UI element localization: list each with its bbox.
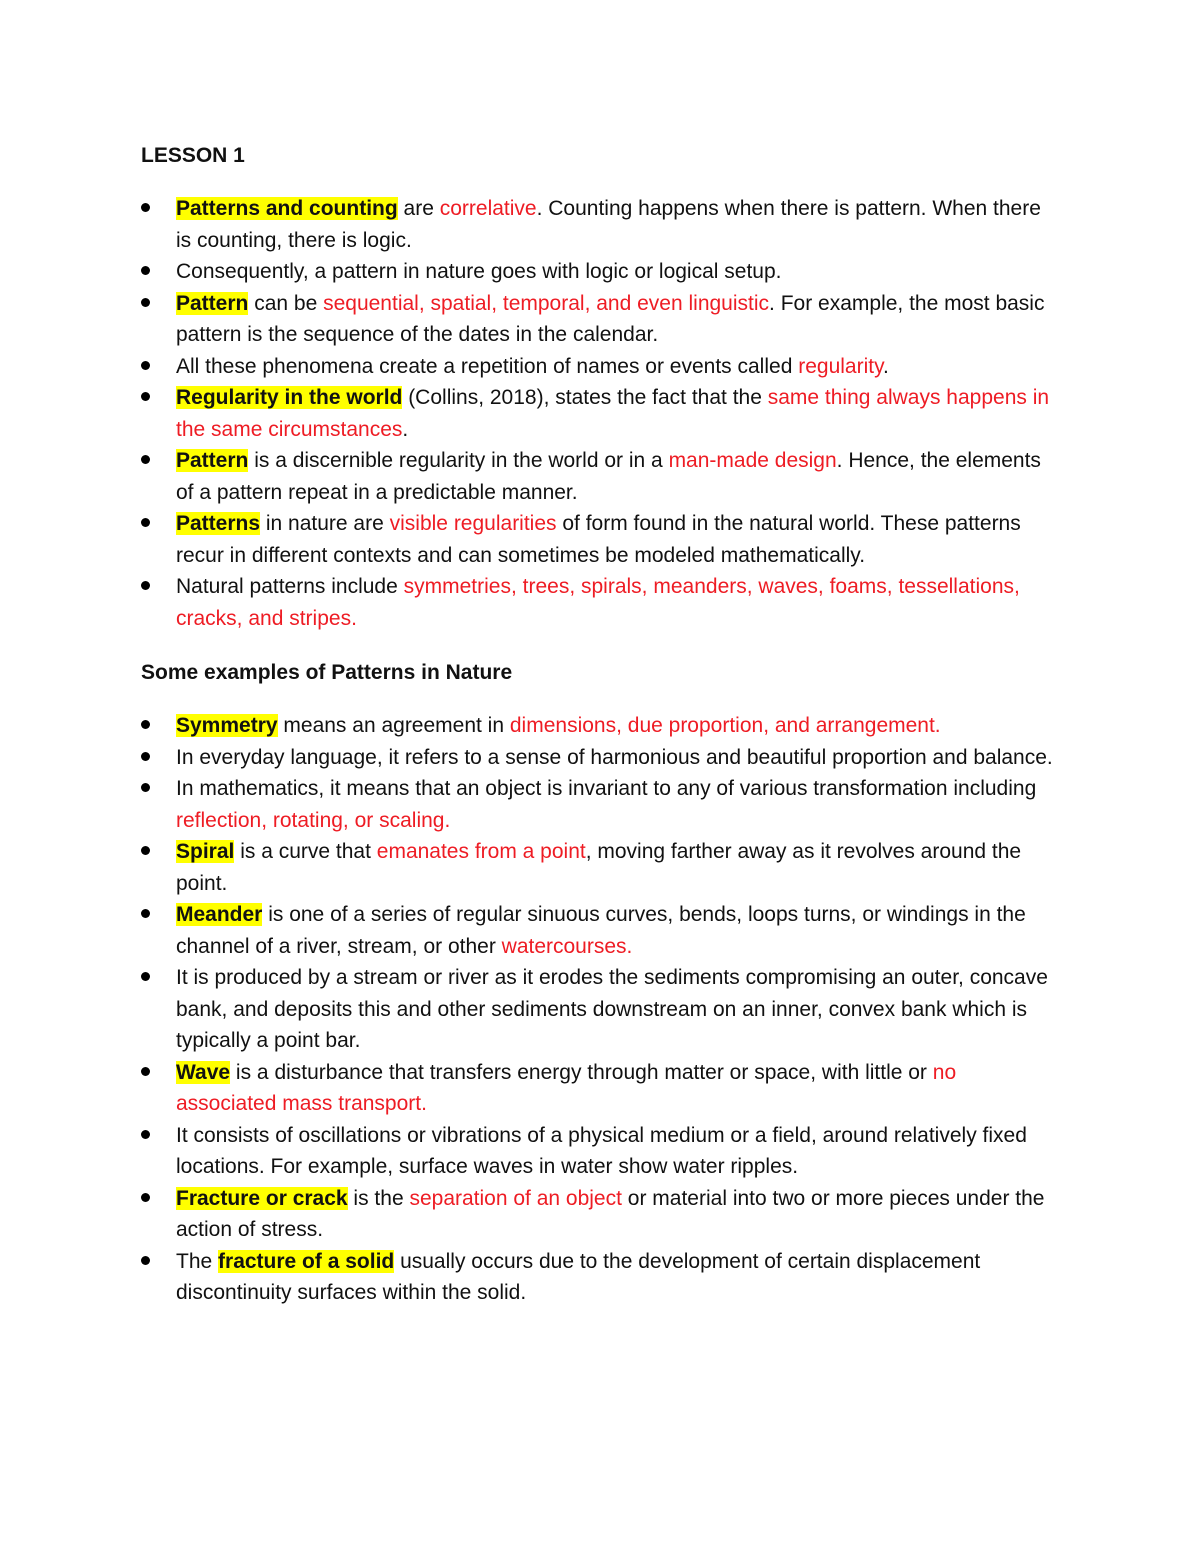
- bullet-item: [141, 773, 1061, 836]
- body-text: is one of a series of regular sinuous curves, bends, loops turns, or windings in the channel of a river, stream, or other: [176, 903, 1026, 958]
- body-text: or material into two or more pieces under the action of stress.: [176, 1186, 1045, 1241]
- body-text: means an agreement in: [277, 714, 510, 737]
- body-text: Consequently, a pattern in nature goes with logic or logical setup.: [176, 260, 782, 283]
- emphasized-text: regularity: [798, 354, 884, 378]
- bullet-dot-icon: [141, 909, 150, 918]
- bullet-item: [141, 508, 1061, 571]
- body-text: is a curve that: [234, 840, 377, 863]
- bullet-item: [141, 1183, 1061, 1246]
- highlighted-term: Pattern: [176, 291, 249, 315]
- body-text: It consists of oscillations or vibrations of a physical medium or a field, around relatively fixed locations. For example, surface waves in water show water ripples.: [176, 1123, 1027, 1178]
- bullet-dot-icon: [141, 783, 150, 792]
- bullet-item: [141, 193, 1061, 256]
- highlighted-term: Meander: [176, 903, 263, 926]
- bullet-item: [141, 1246, 1061, 1309]
- body-text: .: [883, 354, 889, 378]
- emphasized-text: man-made design: [668, 449, 837, 472]
- bullet-dot-icon: [141, 846, 150, 855]
- bullet-item: [141, 351, 1061, 383]
- highlighted-term: fracture of a solid: [218, 1249, 395, 1273]
- bullet-dot-icon: [141, 298, 150, 307]
- emphasized-text: watercourses.: [501, 934, 633, 958]
- bullet-dot-icon: [141, 1130, 150, 1139]
- body-text: is the: [347, 1186, 410, 1210]
- body-text: usually occurs due to the development of certain displacement discontinuity surfaces within the solid.: [176, 1249, 981, 1304]
- bullet-item: [141, 710, 1061, 742]
- emphasized-text: reflection, rotating, or scaling.: [176, 808, 451, 832]
- emphasized-text: symmetries, trees, spirals, meanders, waves, foams, tessellations, cracks, and stripes.: [176, 575, 1020, 630]
- bullet-dot-icon: [141, 581, 150, 590]
- body-text: In everyday language, it refers to a sense of harmonious and beautiful proportion and balance.: [176, 745, 1053, 769]
- body-text: . Counting happens when there is pattern. When there is counting, there is logic.: [176, 197, 1041, 252]
- bullet-dot-icon: [141, 1193, 150, 1202]
- emphasized-text: sequential, spatial, temporal, and even linguistic: [323, 291, 770, 315]
- lesson-bullet-list: [141, 193, 1061, 634]
- bullet-item: [141, 382, 1061, 445]
- highlighted-term: Patterns and counting: [176, 197, 398, 220]
- bullet-item: [141, 962, 1061, 1057]
- body-text: (Collins, 2018), states the fact that the: [402, 386, 768, 409]
- highlighted-term: Regularity in the world: [176, 386, 403, 409]
- highlighted-term: Wave: [176, 1060, 231, 1084]
- emphasized-text: visible regularities: [389, 512, 557, 535]
- bullet-item: [141, 1120, 1061, 1183]
- bullet-dot-icon: [141, 1067, 150, 1076]
- bullet-dot-icon: [141, 266, 150, 275]
- body-text: Natural patterns include: [176, 575, 404, 598]
- emphasized-text: separation of an object: [409, 1186, 622, 1210]
- body-text: In mathematics, it means that an object is invariant to any of various transformation including: [176, 777, 1037, 800]
- bullet-dot-icon: [141, 1256, 150, 1265]
- body-text: of form found in the natural world. These patterns recur in different contexts and can sometimes be modeled mathematically.: [176, 512, 1021, 567]
- bullet-dot-icon: [141, 720, 150, 729]
- emphasized-text: no associated mass transport.: [176, 1060, 957, 1115]
- body-text: is a disturbance that transfers energy through matter or space, with little or: [230, 1060, 933, 1084]
- bullet-item: [141, 836, 1061, 899]
- bullet-item: [141, 288, 1061, 351]
- body-text: It is produced by a stream or river as it erodes the sediments compromising an outer, concave bank, and deposits this and other sediments downstream on an inner, convex bank which is typically a point bar.: [176, 966, 1048, 1052]
- emphasized-text: emanates from a point: [376, 840, 586, 863]
- body-text: All these phenomena create a repetition of names or events called: [176, 354, 799, 378]
- bullet-dot-icon: [141, 203, 150, 212]
- body-text: in nature are: [260, 512, 390, 535]
- bullet-item: [141, 256, 1061, 288]
- emphasized-text: dimensions, due proportion, and arrangement.: [509, 714, 941, 737]
- bullet-item: [141, 571, 1061, 634]
- body-text: .: [402, 417, 409, 441]
- emphasized-text: same thing always happens in the same circumstances: [176, 386, 1050, 441]
- body-text: The: [176, 1249, 219, 1273]
- bullet-dot-icon: [141, 972, 150, 981]
- bullet-dot-icon: [141, 361, 150, 370]
- lesson-heading: LESSON 1: [141, 144, 245, 167]
- body-text: are: [397, 197, 440, 220]
- body-text: is a discernible regularity in the world or in a: [248, 449, 669, 472]
- bullet-dot-icon: [141, 518, 150, 527]
- highlighted-term: Pattern: [176, 449, 249, 472]
- highlighted-term: Fracture or crack: [176, 1186, 348, 1210]
- bullet-dot-icon: [141, 392, 150, 401]
- examples-heading: Some examples of Patterns in Nature: [141, 661, 513, 684]
- highlighted-term: Symmetry: [176, 714, 278, 737]
- body-text: . Hence, the elements of a pattern repeat in a predictable manner.: [176, 449, 1041, 504]
- bullet-item: [141, 742, 1061, 774]
- bullet-dot-icon: [141, 752, 150, 761]
- highlighted-term: Patterns: [176, 512, 261, 535]
- bullet-item: [141, 445, 1061, 508]
- bullet-dot-icon: [141, 455, 150, 464]
- body-text: , moving farther away as it revolves around the point.: [176, 840, 1022, 895]
- examples-bullet-list: [141, 710, 1061, 1309]
- bullet-item: [141, 1057, 1061, 1120]
- body-text: can be: [248, 291, 324, 315]
- bullet-item: [141, 899, 1061, 962]
- emphasized-text: correlative: [439, 197, 537, 220]
- highlighted-term: Spiral: [176, 840, 235, 863]
- body-text: . For example, the most basic pattern is the sequence of the dates in the calendar.: [176, 291, 1045, 346]
